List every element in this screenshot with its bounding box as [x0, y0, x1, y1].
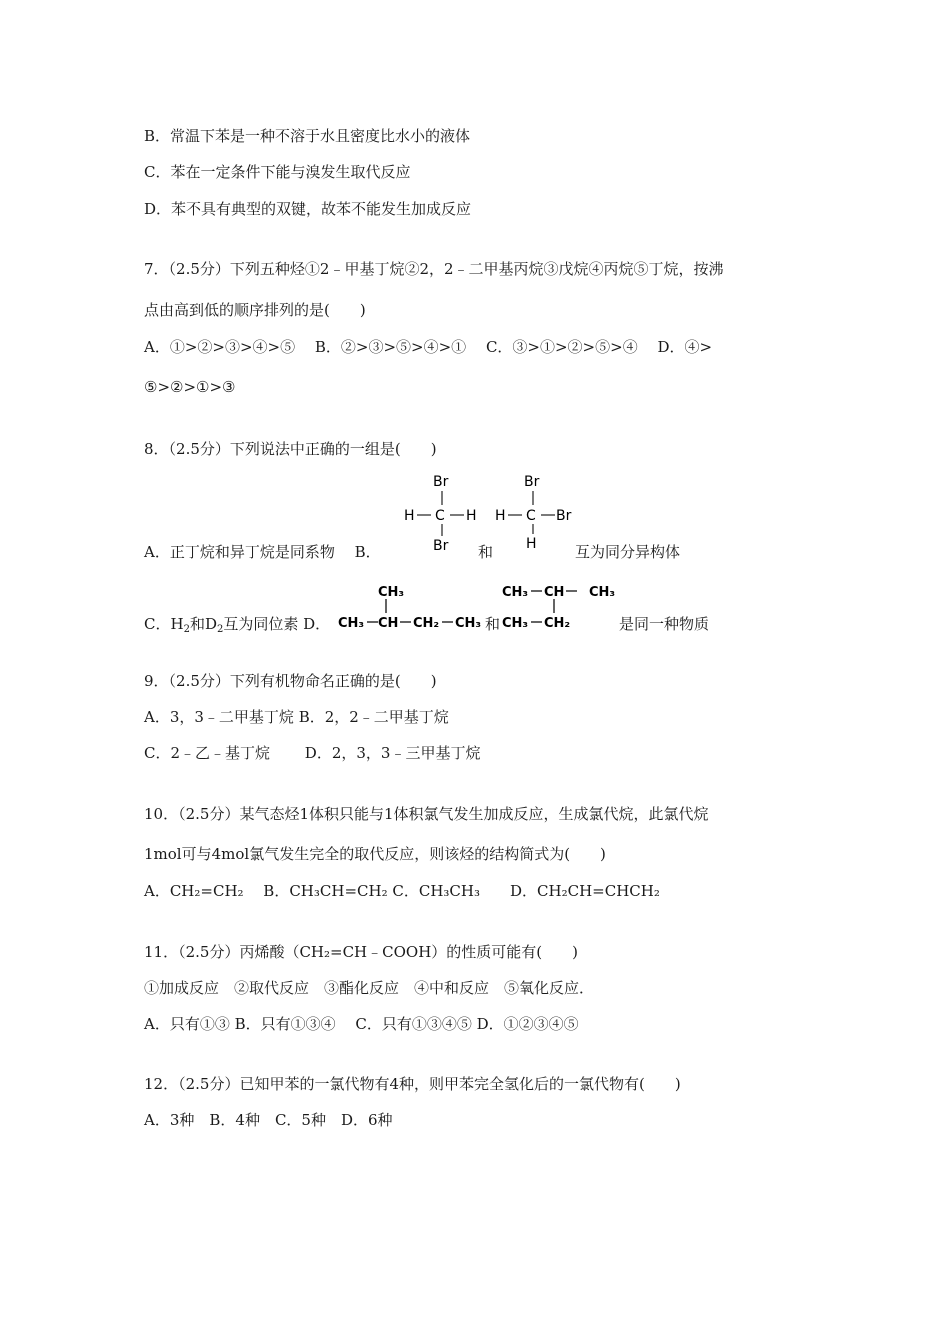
h-right: H	[466, 508, 477, 524]
q11-options: A．只有①③ B．只有①③④ C．只有①③④⑤ D．①②③④⑤	[144, 1015, 579, 1033]
q8-isomer-text: 互为同分异构体	[575, 543, 681, 561]
c-center: C	[435, 508, 445, 524]
q9-options-line2: C．2﹣乙﹣基丁烷 D．2，3，3﹣三甲基丁烷	[144, 744, 481, 762]
q7-options-line2: ⑤>②>①>③	[144, 378, 236, 396]
q8-option-c-d	[144, 614, 330, 640]
dibromomethane-structure-2	[493, 468, 583, 554]
q8-c-pre: C．H	[144, 615, 184, 633]
q8-option-a-b: A．正丁烷和异丁烷是同系物 B．	[144, 543, 381, 561]
ch3-c: CH₃	[502, 616, 529, 631]
dibromomethane-structure-1	[400, 468, 490, 554]
q8-same-substance-text: 是同一种物质	[619, 615, 710, 633]
methylbutane-structure-a	[336, 582, 506, 634]
ch-a: CH	[378, 616, 399, 631]
ch3-a: CH₃	[338, 616, 365, 631]
q6-option-c: C．苯在一定条件下能与溴发生取代反应	[144, 163, 411, 181]
ch2-a: CH₂	[544, 616, 571, 631]
q10-stem-line2: 1mol可与4mol氯气发生完全的取代反应，则该烃的结构简式为( )	[144, 845, 606, 863]
q8-sub-1: 2	[183, 624, 190, 635]
br-top: Br	[524, 474, 540, 490]
q6-option-b: B．常温下苯是一种不溶于水且密度比水小的液体	[144, 127, 471, 145]
ch-a: CH	[544, 585, 565, 600]
q8-stem: 8．（2.5分）下列说法中正确的一组是( )	[144, 440, 437, 458]
h-left: H	[404, 508, 415, 524]
q7-stem-line2: 点由高到低的顺序排列的是( )	[144, 301, 366, 319]
q11-properties: ①加成反应 ②取代反应 ③酯化反应 ④中和反应 ⑤氧化反应．	[144, 979, 595, 997]
ch3-top: CH₃	[378, 585, 405, 600]
ch3-b: CH₃	[589, 585, 616, 600]
q11-stem: 11．（2.5分）丙烯酸（CH₂=CH﹣COOH）的性质可能有( )	[144, 943, 578, 961]
q10-options: A．CH₂=CH₂ B．CH₃CH=CH₂ C．CH₃CH₃ D．CH₂CH=CHCH₂	[144, 882, 660, 900]
q9-options-line1: A．3，3﹣二甲基丁烷 B．2，2﹣二甲基丁烷	[144, 708, 449, 726]
c-center: C	[526, 508, 536, 524]
br-top: Br	[433, 474, 449, 490]
q7-options-line1: A．①>②>③>④>⑤ B．②>③>⑤>④>① C．③>①>②>⑤>④ D．④>	[144, 338, 713, 356]
br-bottom: Br	[433, 538, 449, 554]
h-bottom: H	[526, 536, 537, 552]
ch3-b: CH₃	[455, 616, 482, 631]
q12-stem: 12．（2.5分）已知甲苯的一氯代物有4种，则甲苯完全氢化后的一氯代物有( )	[144, 1075, 681, 1093]
q8-c-post: 互为同位素 D．	[223, 615, 331, 633]
q8-c-mid: 和D	[189, 615, 217, 633]
q12-options: A．3种 B．4种 C．5种 D．6种	[144, 1111, 393, 1129]
q6-option-d: D．苯不具有典型的双键，故苯不能发生加成反应	[144, 200, 472, 218]
methylbutane-structure-b	[500, 582, 625, 634]
q8-and-2: 和	[485, 615, 501, 633]
q8-and-1: 和	[478, 543, 494, 561]
q8-sub-2: 2	[216, 624, 224, 635]
q9-stem: 9．（2.5分）下列有机物命名正确的是( )	[144, 672, 437, 690]
br-right: Br	[556, 508, 572, 524]
q10-stem-line1: 10．（2.5分）某气态烃1体积只能与1体积氯气发生加成反应，生成氯代烷，此氯代烷	[144, 805, 709, 823]
q7-stem-line1: 7．（2.5分）下列五种烃①2﹣甲基丁烷②2，2﹣二甲基丙烷③戊烷④丙烷⑤丁烷，按沸	[144, 260, 724, 278]
ch2-a: CH₂	[413, 616, 440, 631]
h-left: H	[495, 508, 506, 524]
ch3-a: CH₃	[502, 585, 529, 600]
